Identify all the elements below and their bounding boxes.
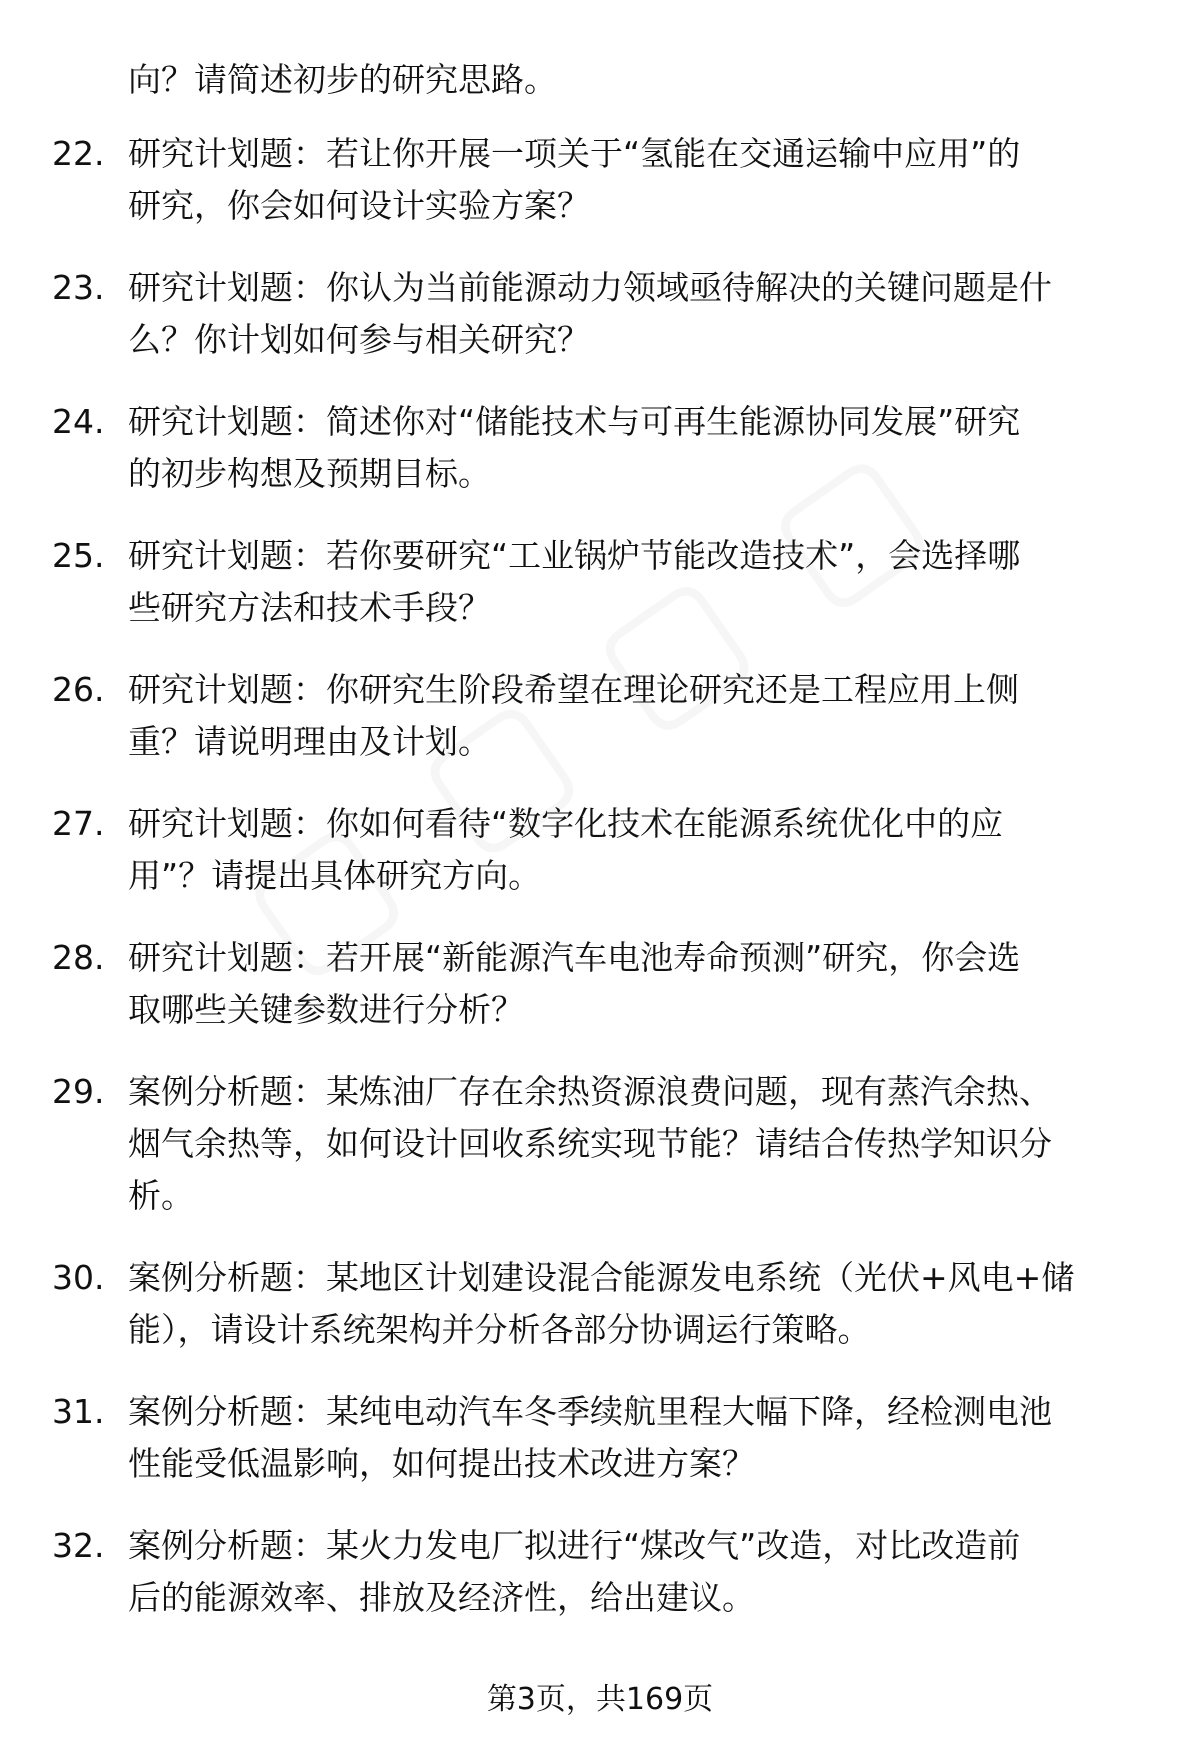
question-line: 用”？请提出具体研究方向。: [128, 856, 542, 895]
question-text: [128, 1520, 1158, 1624]
question-item: [0, 128, 1200, 232]
question-item: [0, 798, 1200, 902]
question-line: 研究计划题：若你要研究“工业锅炉节能改造技术”，会选择哪: [128, 536, 1021, 575]
question-line: 研究计划题：若让你开展一项关于“氢能在交通运输中应用”的: [128, 134, 1021, 173]
question-item: [0, 932, 1200, 1036]
question-item: [0, 1252, 1200, 1356]
question-line: 研究计划题：若开展“新能源汽车电池寿命预测”研究，你会选: [128, 938, 1021, 977]
question-number: 32.: [52, 1526, 105, 1565]
question-line: 么？你计划如何参与相关研究？: [128, 320, 590, 359]
question-number: 29.: [52, 1072, 105, 1111]
question-item: [0, 1386, 1200, 1490]
question-line: 后的能源效率、排放及经济性，给出建议。: [128, 1578, 755, 1617]
question-line: 取哪些关键参数进行分析？: [128, 990, 524, 1029]
question-line: 的初步构想及预期目标。: [128, 454, 491, 493]
question-item: [0, 530, 1200, 634]
question-line: 案例分析题：某地区计划建设混合能源发电系统（光伏+风电+储: [128, 1258, 1075, 1297]
continuation-text: 向？请简述初步的研究思路。: [128, 60, 557, 99]
question-line: 些研究方法和技术手段？: [128, 588, 491, 627]
question-line: 研究计划题：你研究生阶段希望在理论研究还是工程应用上侧: [128, 670, 1019, 709]
question-line: 研究，你会如何设计实验方案？: [128, 186, 590, 225]
question-text: [128, 1386, 1158, 1490]
question-item: [0, 262, 1200, 366]
question-line: 烟气余热等，如何设计回收系统实现节能？请结合传热学知识分: [128, 1124, 1052, 1163]
question-item: [0, 396, 1200, 500]
question-text: [128, 128, 1158, 232]
question-number: 24.: [52, 402, 105, 441]
question-item: [0, 664, 1200, 768]
question-line: 析。: [128, 1176, 194, 1215]
question-item: [0, 1520, 1200, 1624]
question-number: 27.: [52, 804, 105, 843]
question-line: 案例分析题：某纯电动汽车冬季续航里程大幅下降，经检测电池: [128, 1392, 1052, 1431]
question-line: 案例分析题：某火力发电厂拟进行“煤改气”改造，对比改造前: [128, 1526, 1021, 1565]
question-number: 31.: [52, 1392, 105, 1431]
question-line: 案例分析题：某炼油厂存在余热资源浪费问题，现有蒸汽余热、: [128, 1072, 1052, 1111]
question-line: 能），请设计系统架构并分析各部分协调运行策略。: [128, 1310, 871, 1349]
question-line: 研究计划题：简述你对“储能技术与可再生能源协同发展”研究: [128, 402, 1021, 441]
question-number: 25.: [52, 536, 105, 575]
question-line: 性能受低温影响，如何提出技术改进方案？: [128, 1444, 755, 1483]
question-text: [128, 396, 1158, 500]
question-number: 30.: [52, 1258, 105, 1297]
question-text: [128, 798, 1158, 902]
question-item: [0, 1066, 1200, 1222]
question-text: [128, 1252, 1158, 1356]
question-number: 26.: [52, 670, 105, 709]
question-line: 研究计划题：你认为当前能源动力领域亟待解决的关键问题是什: [128, 268, 1052, 307]
question-line: 重？请说明理由及计划。: [128, 722, 491, 761]
question-text: [128, 932, 1158, 1036]
page-footer: 第3页，共169页: [486, 1682, 714, 1717]
question-number: 28.: [52, 938, 105, 977]
question-list: [0, 128, 1200, 1654]
question-text: [128, 530, 1158, 634]
question-text: [128, 1066, 1158, 1222]
question-number: 23.: [52, 268, 105, 307]
question-number: 22.: [52, 134, 105, 173]
question-text: [128, 664, 1158, 768]
question-text: [128, 262, 1158, 366]
question-line: 研究计划题：你如何看待“数字化技术在能源系统优化中的应: [128, 804, 1004, 843]
